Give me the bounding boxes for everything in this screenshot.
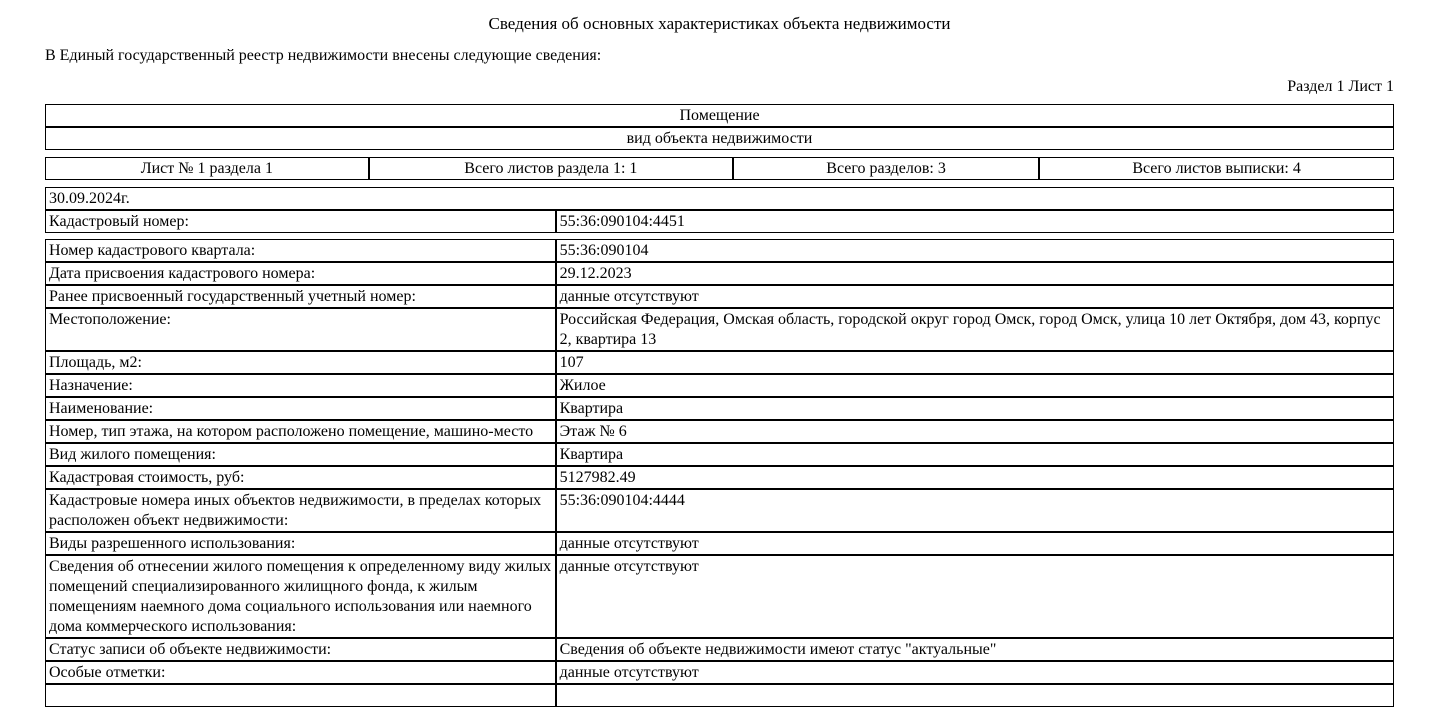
field-label: Местоположение:	[45, 308, 556, 351]
object-type-caption: вид объекта недвижимости	[45, 127, 1394, 150]
field-value	[556, 684, 1394, 707]
table-row	[45, 532, 1394, 555]
field-label: Наименование:	[45, 397, 556, 420]
field-value: 55:36:090104:4444	[556, 489, 1394, 532]
total-sheets-section-cell: Всего листов раздела 1: 1	[369, 157, 733, 180]
field-label: Кадастровая стоимость, руб:	[45, 466, 556, 489]
field-value: данные отсутствуют	[556, 661, 1394, 684]
date-cadastral-table	[45, 187, 1394, 233]
table-row-partial	[45, 684, 1394, 707]
field-label: Кадастровые номера иных объектов недвижимости, в пределах которых расположен объект недвижимости:	[45, 489, 556, 532]
table-row	[45, 443, 1394, 466]
table-row	[45, 308, 1394, 351]
table-row	[45, 157, 1394, 180]
table-row	[45, 104, 1394, 127]
object-type-table	[45, 104, 1394, 150]
field-value: 107	[556, 351, 1394, 374]
page-title: Сведения об основных характеристиках объекта недвижимости	[488, 14, 951, 33]
table-row	[45, 489, 1394, 532]
table-row	[45, 661, 1394, 684]
field-value: 5127982.49	[556, 466, 1394, 489]
field-label: Ранее присвоенный государственный учетный номер:	[45, 285, 556, 308]
field-value: 29.12.2023	[556, 262, 1394, 285]
field-label: Кадастровый номер:	[45, 210, 556, 233]
table-row	[45, 397, 1394, 420]
field-value: Квартира	[556, 443, 1394, 466]
section-sheet-label: Раздел 1 Лист 1	[1287, 78, 1394, 95]
field-label	[45, 684, 556, 707]
field-label: Статус записи об объекте недвижимости:	[45, 638, 556, 661]
table-row	[45, 187, 1394, 210]
field-value: данные отсутствуют	[556, 555, 1394, 638]
table-row	[45, 420, 1394, 443]
field-value: 55:36:090104	[556, 239, 1394, 262]
details-table	[45, 239, 1394, 707]
field-label: Площадь, м2:	[45, 351, 556, 374]
table-row	[45, 351, 1394, 374]
field-value: Этаж № 6	[556, 420, 1394, 443]
field-value: Российская Федерация, Омская область, городской округ город Омск, город Омск, улица 10 лет Октября, дом 43, корпус 2, квартира 13	[556, 308, 1394, 351]
object-type-value: Помещение	[45, 104, 1394, 127]
field-label: Назначение:	[45, 374, 556, 397]
table-row	[45, 239, 1394, 262]
table-row	[45, 127, 1394, 150]
total-sections-cell: Всего разделов: 3	[733, 157, 1039, 180]
total-sheets-extract-cell: Всего листов выписки: 4	[1039, 157, 1394, 180]
field-value: 55:36:090104:4451	[556, 210, 1394, 233]
spacer	[45, 180, 1394, 187]
sheet-number-cell: Лист № 1 раздела 1	[45, 157, 369, 180]
field-label: Номер кадастрового квартала:	[45, 239, 556, 262]
spacer	[45, 150, 1394, 157]
intro-text: В Единый государственный реестр недвижимости внесены следующие сведения:	[45, 47, 602, 64]
table-row	[45, 374, 1394, 397]
field-label: Особые отметки:	[45, 661, 556, 684]
field-label: Сведения об отнесении жилого помещения к определенному виду жилых помещений специализированного жилищного фонда, к жилым помещениям наемного дома социального использования или наемного дома коммерческого использования:	[45, 555, 556, 638]
table-row	[45, 466, 1394, 489]
extract-date: 30.09.2024г.	[45, 187, 1394, 210]
field-label: Дата присвоения кадастрового номера:	[45, 262, 556, 285]
table-row	[45, 638, 1394, 661]
field-label: Вид жилого помещения:	[45, 443, 556, 466]
table-row	[45, 555, 1394, 638]
field-value: Жилое	[556, 374, 1394, 397]
table-row	[45, 210, 1394, 233]
field-value: Сведения об объекте недвижимости имеют статус "актуальные"	[556, 638, 1394, 661]
field-label: Номер, тип этажа, на котором расположено помещение, машино-место	[45, 420, 556, 443]
field-label: Виды разрешенного использования:	[45, 532, 556, 555]
sheet-info-table	[45, 157, 1394, 180]
field-value: Квартира	[556, 397, 1394, 420]
field-value: данные отсутствуют	[556, 532, 1394, 555]
table-row	[45, 285, 1394, 308]
table-row	[45, 262, 1394, 285]
field-value: данные отсутствуют	[556, 285, 1394, 308]
